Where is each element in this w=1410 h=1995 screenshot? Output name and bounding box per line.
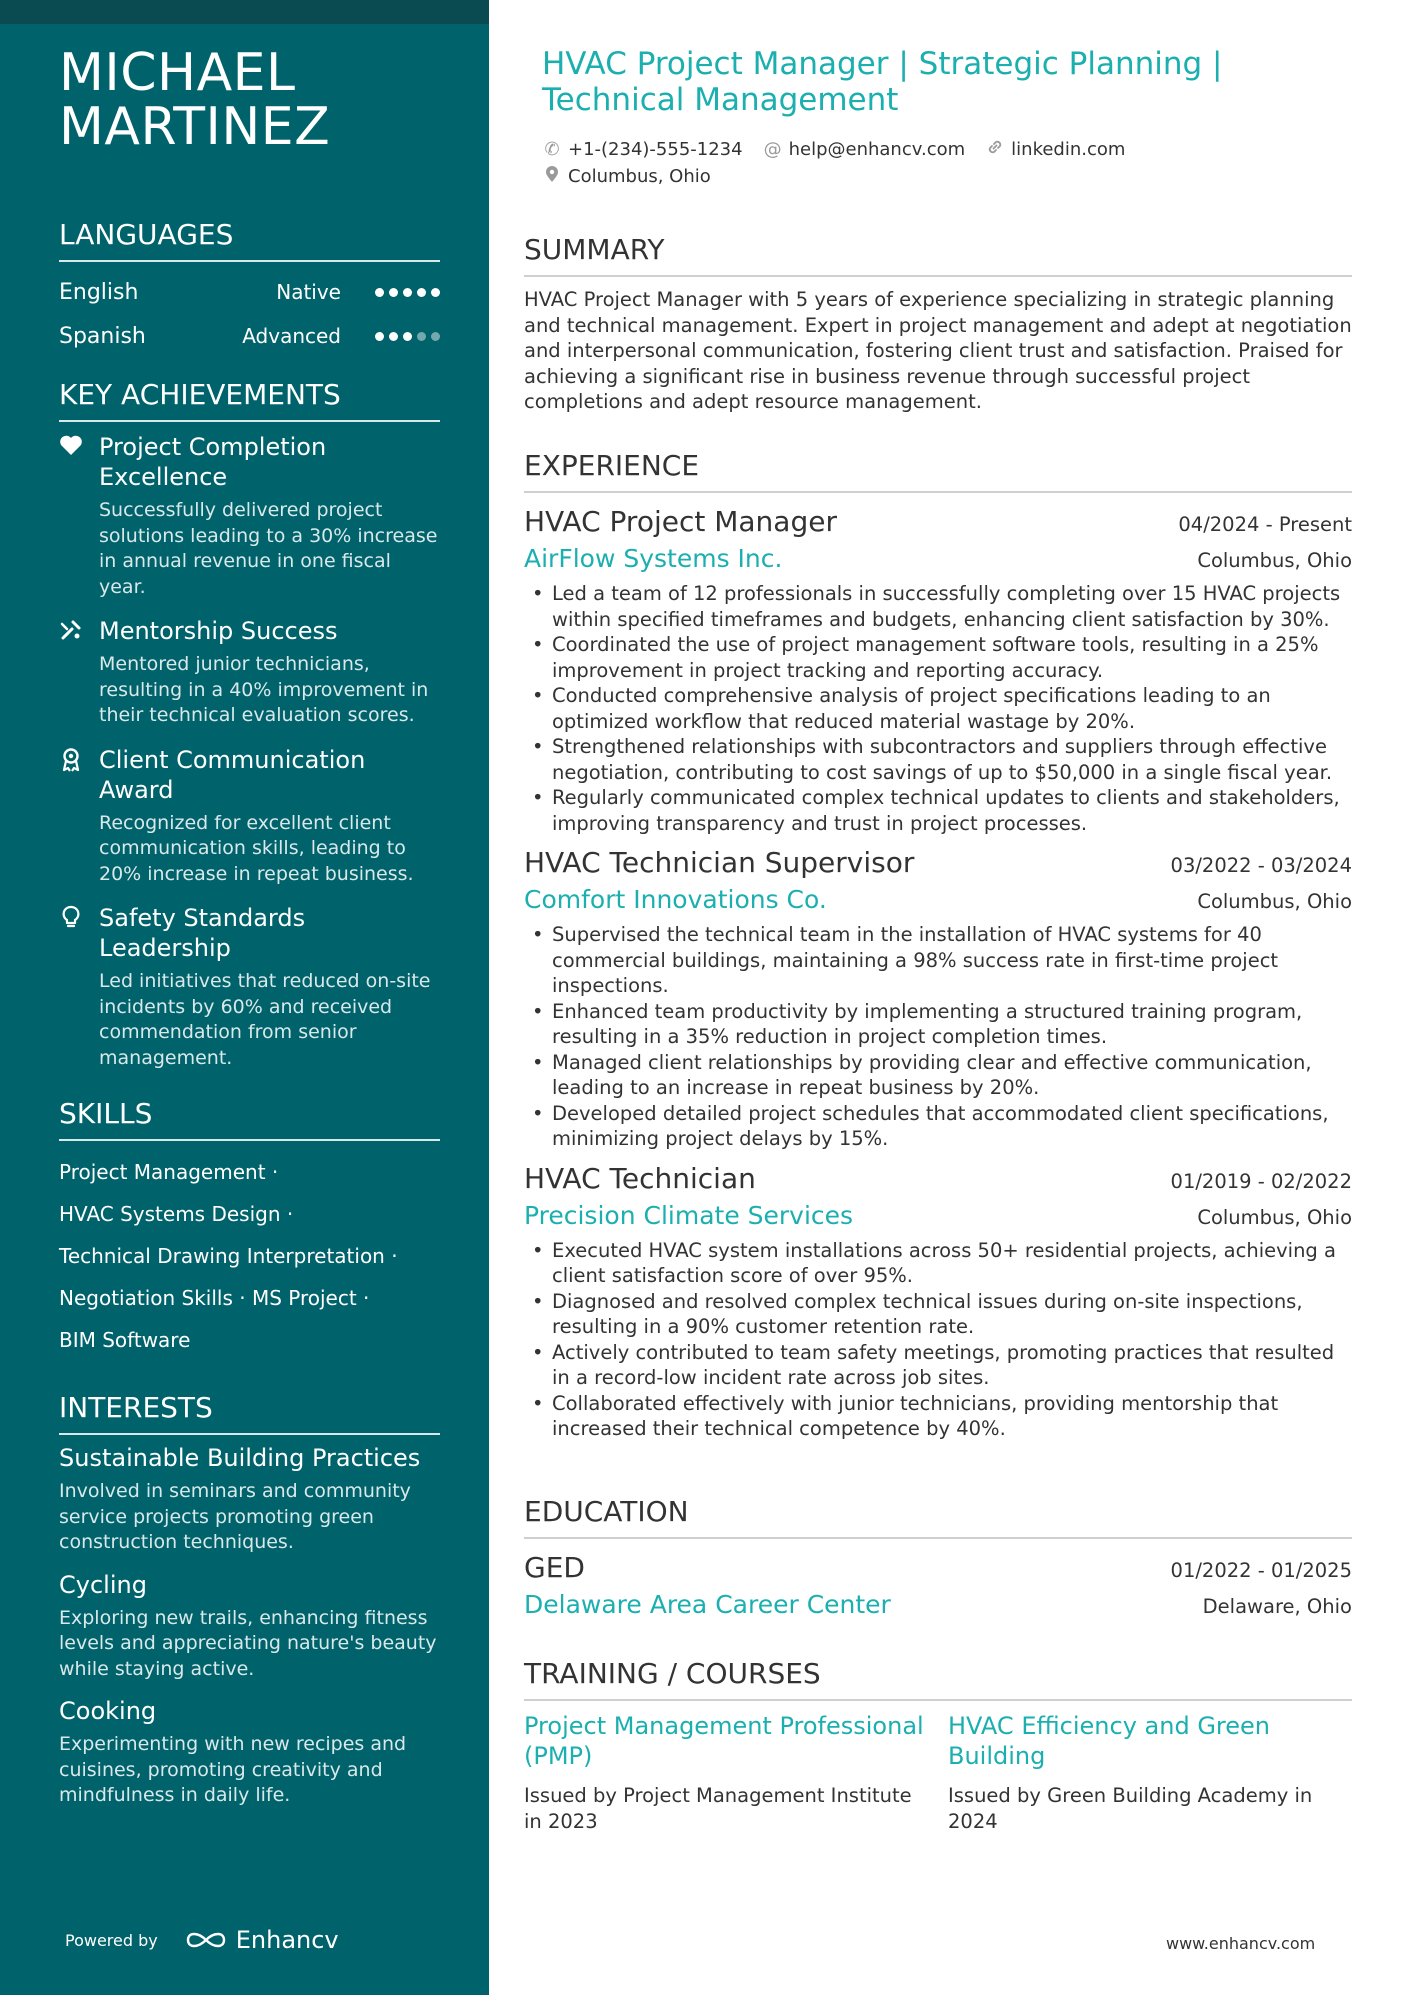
- name-first: MICHAEL: [59, 43, 296, 103]
- job-title: HVAC Technician: [524, 1161, 756, 1195]
- course-title: Project Management Professional (PMP): [524, 1712, 924, 1770]
- award-icon: [59, 745, 99, 888]
- skill-item: Negotiation Skills · MS Project ·: [59, 1286, 370, 1310]
- enhancv-logo-text: Enhancv: [235, 1926, 339, 1954]
- candidate-name: [59, 43, 440, 157]
- skills-section: [59, 1097, 440, 1361]
- job-location: Columbus, Ohio: [1197, 890, 1352, 913]
- job-title: HVAC Technician Supervisor: [524, 846, 915, 879]
- job-location: Columbus, Ohio: [1197, 549, 1352, 572]
- powered-by: [65, 1926, 339, 1954]
- job-bullets: [524, 922, 1352, 1152]
- interest-desc: Exploring new trails, enhancing fitness levels and appreciating nature's beauty while staying active.: [59, 1606, 437, 1680]
- achievement-item: [59, 432, 440, 600]
- job-entry: [524, 503, 1352, 836]
- language-rating: [375, 332, 440, 341]
- rating-dot: [375, 288, 384, 297]
- location-text: Columbus, Ohio: [568, 166, 711, 187]
- achievements-section: [59, 378, 440, 1071]
- job-bullet: • Enhanced team productivity by implementing a structured training program, resulting in a 35% reduction in project completion times.: [524, 999, 1352, 1050]
- rating-dot: [403, 332, 412, 341]
- course-desc: Issued by Project Management Institute in 2023: [524, 1784, 912, 1833]
- job-bullet: • Coordinated the use of project management software tools, resulting in a 25% improvement in project tracking and reporting accuracy.: [524, 632, 1352, 683]
- education-school: Delaware Area Career Center: [524, 1590, 891, 1619]
- experience-heading: EXPERIENCE: [524, 449, 1352, 493]
- training-heading: TRAINING / COURSES: [524, 1657, 1352, 1701]
- job-location: Columbus, Ohio: [1197, 1205, 1352, 1229]
- interest-title: Sustainable Building Practices: [59, 1444, 421, 1472]
- language-row: [59, 314, 440, 358]
- job-bullet: • Actively contributed to team safety meetings, promoting practices that resulted in a record-low incident rate across job sites.: [524, 1340, 1352, 1391]
- job-dates: 04/2024 - Present: [1178, 513, 1352, 536]
- achievement-desc: Successfully delivered project solutions leading to a 30% increase in annual revenue in one fiscal year.: [99, 499, 438, 598]
- contact-location: [542, 165, 711, 188]
- tools-icon: [59, 616, 99, 729]
- contact-info: [542, 136, 1342, 190]
- contact-email[interactable]: [763, 139, 966, 160]
- summary-text: HVAC Project Manager with 5 years of experience specializing in strategic planning and technical management. Expert in project management and adept at negotiation and interpersonal communication, fostering client trust and satisfaction. Praised for achieving a significant rise in business revenue through successful project completions and adept resource management.: [524, 288, 1352, 413]
- job-company: Comfort Innovations Co.: [524, 885, 827, 914]
- job-bullet: • Regularly communicated complex technical updates to clients and stakeholders, improving transparency and trust in project processes.: [524, 785, 1352, 836]
- course-desc: Issued by Green Building Academy in 2024: [948, 1784, 1313, 1833]
- at-icon: @: [763, 139, 782, 160]
- rating-dot: [389, 288, 398, 297]
- job-bullet: • Developed detailed project schedules that accommodated client specifications, minimizing project delays by 15%.: [524, 1101, 1352, 1152]
- achievement-item: [59, 616, 440, 729]
- job-bullet: • Led a team of 12 professionals in successfully completing over 15 HVAC projects within specified timeframes and budgets, enhancing client satisfaction by 30%.: [524, 581, 1352, 632]
- interests-section: [59, 1391, 440, 1809]
- rating-dot: [375, 332, 384, 341]
- job-bullet: • Strengthened relationships with subcontractors and suppliers through effective negotiation, contributing to cost savings of up to $50,000 in a single fiscal year.: [524, 734, 1352, 785]
- job-bullet: • Managed client relationships by providing clear and effective communication, leading to an increase in repeat business by 20%.: [524, 1050, 1352, 1101]
- sidebar: [0, 0, 489, 1995]
- interest-desc: Experimenting with new recipes and cuisines, promoting creativity and mindfulness in daily life.: [59, 1733, 407, 1806]
- achievement-item: [59, 745, 440, 888]
- job-bullet: • Collaborated effectively with junior technicians, providing mentorship that increased their technical competence by 40%.: [524, 1391, 1352, 1442]
- heart-icon: [59, 432, 99, 600]
- languages-section: [59, 218, 440, 358]
- course-item: [948, 1711, 1352, 1834]
- job-company: AirFlow Systems Inc.: [524, 544, 783, 573]
- job-title: HVAC Project Manager: [524, 505, 837, 538]
- headline: HVAC Project Manager | Strategic Planning | Technical Management: [542, 46, 1223, 118]
- skills-heading: SKILLS: [59, 1097, 440, 1141]
- footer-site-link[interactable]: www.enhancv.com: [1166, 1934, 1316, 1953]
- link-icon: [985, 138, 1005, 161]
- achievement-title: Safety Standards Leadership: [99, 904, 306, 962]
- lightbulb-icon: [59, 903, 99, 1071]
- language-name: English: [59, 279, 139, 305]
- achievement-desc: Recognized for excellent client communication skills, leading to 20% increase in repeat business.: [99, 811, 414, 885]
- linkedin-text: linkedin.com: [1011, 139, 1126, 160]
- job-bullet: • Diagnosed and resolved complex technical issues during on-site inspections, resulting in a 90% customer retention rate.: [524, 1289, 1352, 1340]
- interest-desc: Involved in seminars and community service projects promoting green construction techniques.: [59, 1480, 411, 1553]
- contact-linkedin[interactable]: [985, 138, 1125, 161]
- achievement-title: Client Communication Award: [99, 745, 366, 804]
- language-name: Spanish: [59, 323, 146, 349]
- enhancv-logo[interactable]: [184, 1926, 339, 1954]
- language-level: Native: [276, 280, 341, 304]
- job-entry: [524, 1160, 1352, 1442]
- achievement-title: Project Completion Excellence: [99, 433, 327, 491]
- experience-section: [524, 449, 1352, 1442]
- email-text: help@enhancv.com: [788, 139, 966, 160]
- language-rating: [375, 288, 440, 297]
- language-level: Advanced: [242, 324, 341, 348]
- job-company: Precision Climate Services: [524, 1200, 854, 1230]
- job-bullets: [524, 581, 1352, 836]
- job-dates: 03/2022 - 03/2024: [1170, 854, 1352, 877]
- languages-heading: LANGUAGES: [59, 218, 440, 262]
- language-row: [59, 270, 440, 314]
- achievement-title: Mentorship Success: [99, 617, 338, 645]
- achievement-desc: Led initiatives that reduced on-site incidents by 60% and received commendation from senior management.: [99, 970, 431, 1069]
- phone-text: +1-(234)-555-1234: [568, 139, 743, 160]
- education-dates: 01/2022 - 01/2025: [1170, 1559, 1352, 1582]
- skill-item: Technical Drawing Interpretation ·: [59, 1244, 398, 1268]
- education-degree: GED: [524, 1551, 585, 1584]
- interests-heading: INTERESTS: [59, 1391, 440, 1435]
- job-dates: 01/2019 - 02/2022: [1170, 1169, 1352, 1193]
- skill-item: BIM Software: [59, 1328, 191, 1352]
- education-location: Delaware, Ohio: [1202, 1595, 1352, 1618]
- skills-list: [59, 1149, 440, 1361]
- job-entry: [524, 844, 1352, 1152]
- education-section: [524, 1495, 1352, 1623]
- rating-dot: [431, 332, 440, 341]
- phone-icon: ✆: [544, 139, 560, 160]
- rating-dot: [417, 332, 426, 341]
- summary-heading: SUMMARY: [524, 233, 1352, 277]
- powered-by-label: Powered by: [65, 1930, 158, 1950]
- achievements-heading: KEY ACHIEVEMENTS: [59, 378, 440, 422]
- achievement-item: [59, 903, 440, 1071]
- course-title: HVAC Efficiency and Green Building: [948, 1712, 1271, 1770]
- job-bullet: • Supervised the technical team in the installation of HVAC systems for 40 commercial buildings, maintaining a 98% success rate in first-time project inspections.: [524, 922, 1352, 999]
- achievement-desc: Mentored junior technicians, resulting in a 40% improvement in their technical evaluation scores.: [99, 653, 429, 726]
- job-bullet: • Executed HVAC system installations across 50+ residential projects, achieving a client satisfaction score of over 95%.: [524, 1238, 1352, 1289]
- rating-dot: [417, 288, 426, 297]
- education-heading: EDUCATION: [524, 1495, 1352, 1539]
- name-last: MARTINEZ: [59, 97, 331, 157]
- training-section: [524, 1657, 1352, 1834]
- interest-title: Cycling: [59, 1570, 147, 1599]
- contact-phone[interactable]: [542, 139, 743, 160]
- rating-dot: [389, 332, 398, 341]
- job-bullets: [524, 1238, 1352, 1442]
- interest-title: Cooking: [59, 1697, 157, 1725]
- sidebar-top-band: [0, 0, 489, 24]
- course-item: [524, 1711, 928, 1834]
- location-pin-icon: [542, 165, 562, 188]
- rating-dot: [431, 288, 440, 297]
- skill-item: Project Management ·: [59, 1160, 279, 1184]
- summary-section: [524, 233, 1352, 415]
- job-bullet: • Conducted comprehensive analysis of project specifications leading to an optimized workflow that reduced material wastage by 20%.: [524, 683, 1352, 734]
- skill-item: HVAC Systems Design ·: [59, 1202, 294, 1226]
- enhancv-logo-icon: [184, 1929, 228, 1951]
- rating-dot: [403, 288, 412, 297]
